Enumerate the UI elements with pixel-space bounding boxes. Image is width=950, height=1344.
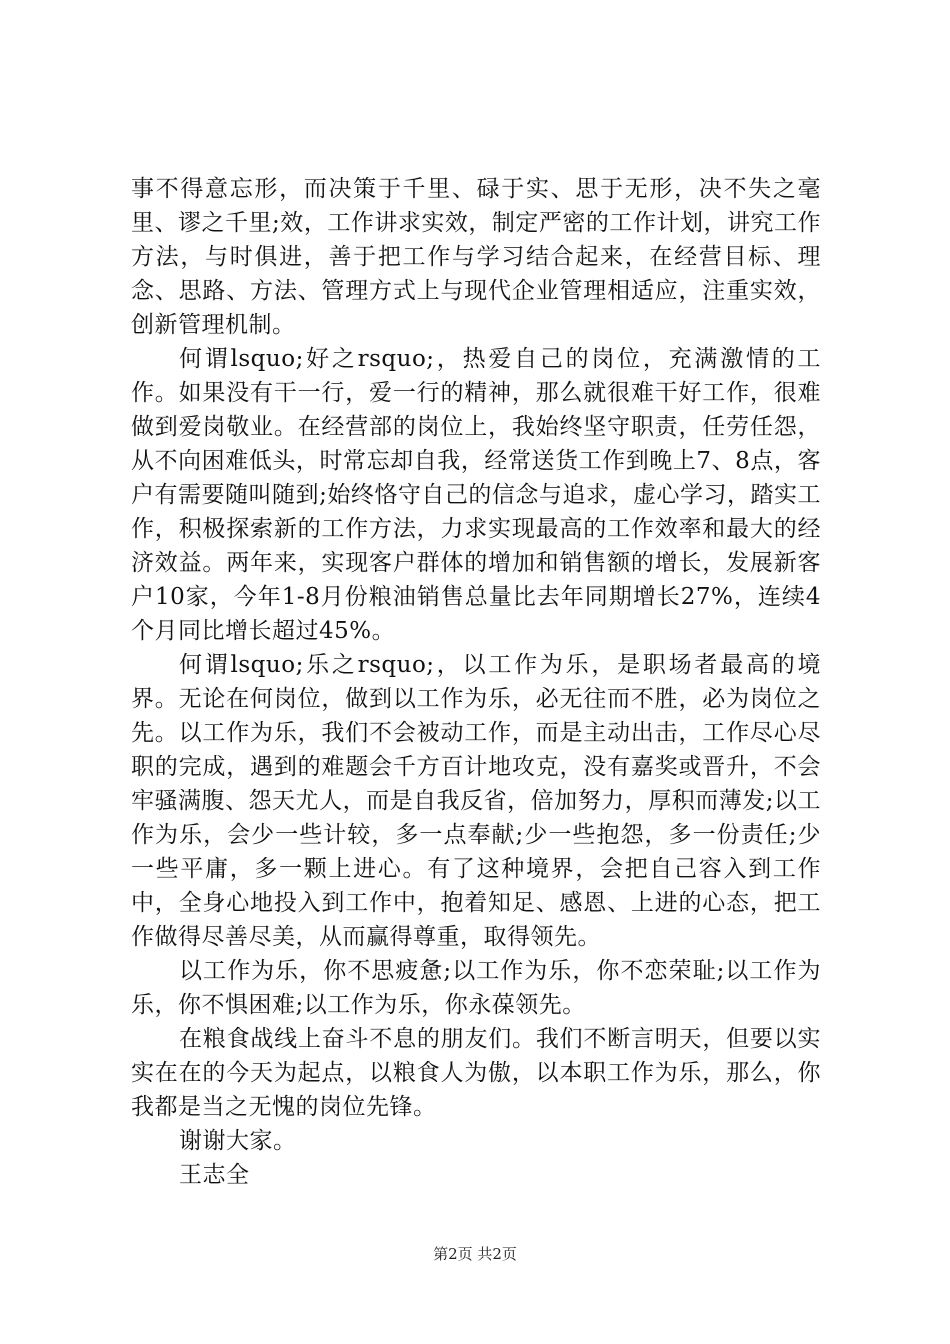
page-footer: 第2页 共2页 xyxy=(433,1245,517,1263)
paragraph-4: 以工作为乐，你不思疲惫;以工作为乐，你不恋荣耻;以工作为乐，你不惧困难;以工作为乐，你永葆领先。 xyxy=(131,958,821,1018)
paragraph-1: 事不得意忘形，而决策于千里、碌于实、思于无形，决不失之毫里、谬之千里;效，工作讲求实效，制定严密的工作计划，讲究工作方法，与时俱进，善于把工作与学习结合起来，在经营目标、理念、思路、方法、管理方式上与现代企业管理相适应，注重实效，创新管理机制。 xyxy=(131,176,821,338)
signature: 王志全 xyxy=(179,1162,250,1188)
closing-thanks: 谢谢大家。 xyxy=(179,1128,297,1154)
paragraph-5: 在粮食战线上奋斗不息的朋友们。我们不断言明天，但要以实实在在的今天为起点，以粮食人为傲，以本职工作为乐，那么，你我都是当之无愧的岗位先锋。 xyxy=(131,1026,821,1120)
document-body xyxy=(131,172,821,1192)
paragraph-2: 何谓lsquo;好之rsquo;，热爱自己的岗位，充满激情的工作。如果没有干一行，爱一行的精神，那么就很难干好工作，很难做到爱岗敬业。在经营部的岗位上，我始终坚守职责，任劳任怨，从不向困难低头，时常忘却自我，经常送货工作到晚上7、8点，客户有需要随叫随到;始终恪守自己的信念与追求，虚心学习，踏实工作，积极探索新的工作方法，力求实现最高的工作效率和最大的经济效益。两年来，实现客户群体的增加和销售额的增长，发展新客户10家，今年1-8月份粮油销售总量比去年同期增长27%，连续4个月同比增长超过45%。 xyxy=(131,346,821,644)
paragraph-3: 何谓lsquo;乐之rsquo;，以工作为乐，是职场者最高的境界。无论在何岗位，做到以工作为乐，必无往而不胜，必为岗位之先。以工作为乐，我们不会被动工作，而是主动出击，工作尽心尽职的完成，遇到的难题会千方百计地攻克，没有嘉奖或晋升，不会牢骚满腹、怨天尤人，而是自我反省，倍加努力，厚积而薄发;以工作为乐，会少一些计较，多一点奉献;少一些抱怨，多一份责任;少一些平庸，多一颗上进心。有了这种境界，会把自己容入到工作中，全身心地投入到工作中，抱着知足、感恩、上进的心态，把工作做得尽善尽美，从而赢得尊重，取得领先。 xyxy=(131,652,821,950)
